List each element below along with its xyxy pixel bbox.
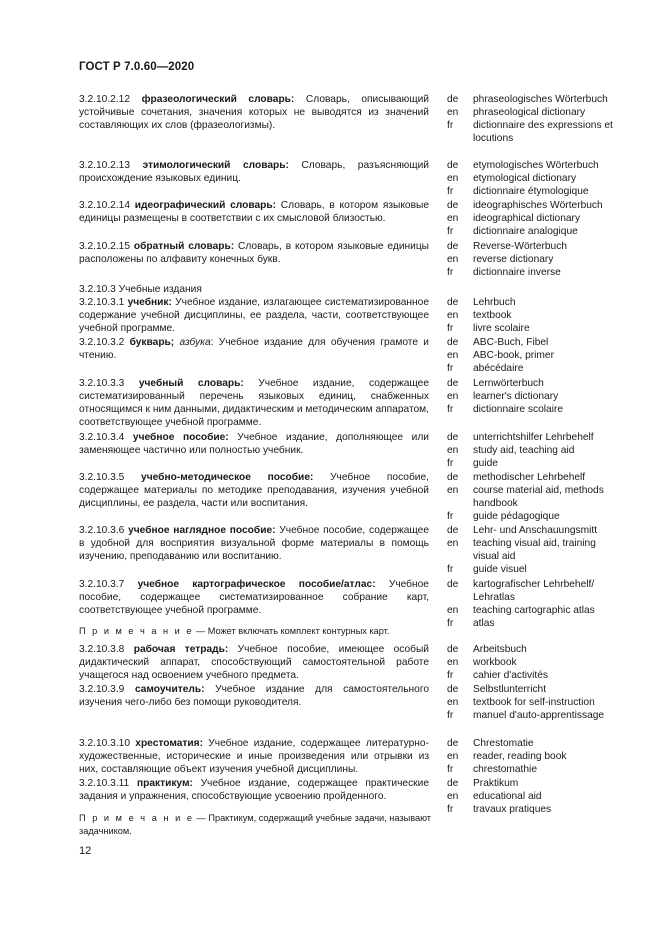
entry-3-2-10-3-9: 3.2.10.3.9 самоучитель: Учебное издание для самостоятельного изучения чего-либо без помощи руководителя. <box>79 684 429 709</box>
entry-3-2-10-3-2: 3.2.10.3.2 букварь; азбука: Учебное издание для обучения грамоте и чтению. <box>79 337 429 362</box>
equivalents-10: de kartografischer Lehrbehelf/ Lehratlas en teaching cartographic atlas fr atlas <box>447 579 595 630</box>
entry-3-2-10-2-13: 3.2.10.2.13 этимологический словарь: Словарь, разъясняющий происхождение языковых единиц. <box>79 160 429 185</box>
entry-3-2-10-3-8: 3.2.10.3.8 рабочая тетрадь: Учебное пособие, имеющее особый дидактический аппарат, способствующий самостоятельной работе учащегося над освоением учебного предмета. <box>79 644 429 682</box>
equivalents-3: de Reverse-Wörterbuch en reverse dictionary fr dictionnaire inverse <box>447 241 567 279</box>
equivalents-13: de Chrestomatie en reader, reading book fr chrestomathie <box>447 738 567 776</box>
section-heading: 3.2.10.3 Учебные издания <box>79 284 202 295</box>
entry-3-2-10-2-12: 3.2.10.2.12 фразеологический словарь: Словарь, описывающий устойчивые сочетания, значения которых не выводятся из значений составляющих их слов (фразеологизмы). <box>79 94 429 132</box>
entry-3-2-10-3-4: 3.2.10.3.4 учебное пособие: Учебное издание, дополняющее или заменяющее частично или полностью учебник. <box>79 432 429 457</box>
entry-3-2-10-2-14: 3.2.10.2.14 идеографический словарь: Словарь, в котором языковые единицы размещены в соответствии с их смысловой близостью. <box>79 200 429 225</box>
entry-3-2-10-3-6: 3.2.10.3.6 учебное наглядное пособие: Учебное пособие, содержащее в удобной для восприятия визуальной форме материалы в помощь изучению, преподаванию или воспитанию. <box>79 525 429 563</box>
entry-3-2-10-3-5: 3.2.10.3.5 учебно-методическое пособие: Учебное пособие, содержащее материалы по методике преподавания, изучения учебной дисциплины, ее раздела, части или воспитания. <box>79 472 429 510</box>
entry-3-2-10-2-15: 3.2.10.2.15 обратный словарь: Словарь, в котором языковые единицы расположены по алфавиту конечных букв. <box>79 241 429 266</box>
equivalents-5: de ABC-Buch, Fibel en ABC-book, primer fr abécédaire <box>447 337 554 375</box>
equivalents-12: de Selbstlunterricht en textbook for self-instruction fr manuel d'auto-apprentissage <box>447 684 605 722</box>
page-number: 12 <box>79 845 92 857</box>
equivalents-9: de Lehr- und Anschauungsmitt en teaching visual aid, training visual aid fr guide visuel <box>447 525 598 576</box>
equivalents-11: de Arbeitsbuch en workbook fr cahier d'activités <box>447 644 548 682</box>
entry-3-2-10-3-3: 3.2.10.3.3 учебный словарь: Учебное издание, содержащее систематизированный перечень языковых единиц, снабженных относящимся к ним данными, дидактическим и методическим аппаратом, соответствующее учебной программе. <box>79 378 429 429</box>
entry-3-2-10-3-1: 3.2.10.3.1 учебник: Учебное издание, излагающее систематизированное содержание учебной дисциплины, ее раздела, части, соответствующее учебной программе. <box>79 297 429 335</box>
equivalents-0: de phraseologisches Wörterbuch en phraseological dictionary fr dictionnaire des expressions et locutions <box>447 94 613 145</box>
note-praktikum: П р и м е ч а н и е — Практикум, содержащий учебные задачи, называют задачником. <box>79 813 431 836</box>
equivalents-1: de etymologisches Wörterbuch en etymological dictionary fr dictionnaire étymologique <box>447 160 599 198</box>
entry-3-2-10-3-10: 3.2.10.3.10 хрестоматия: Учебное издание, содержащее литературно-художественные, исторические и иные произведения или отрывки из них, составляющие объект изучения учебной дисциплины. <box>79 738 429 776</box>
equivalents-6: de Lernwörterbuch en learner's dictionary fr dictionnaire scolaire <box>447 378 564 416</box>
equivalents-8: de methodischer Lehrbehelf en course material aid, methods handbook fr guide pédagogique <box>447 472 604 523</box>
equivalents-7: de unterrichtshilfer Lehrbehelf en study aid, teaching aid fr guide <box>447 432 594 470</box>
entry-3-2-10-3-7: 3.2.10.3.7 учебное картографическое пособие/атлас: Учебное пособие, содержащее систематизированное собрание карт, соответствующее учебной программе. <box>79 579 429 617</box>
note-contour-maps: П р и м е ч а н и е — Может включать комплект контурных карт. <box>79 626 390 636</box>
entry-3-2-10-3-11: 3.2.10.3.11 практикум: Учебное издание, содержащее практические задания и упражнения, способствующие усвоению пройденного. <box>79 778 429 803</box>
document-header: ГОСТ Р 7.0.60—2020 <box>79 61 195 73</box>
equivalents-14: de Praktikum en educational aid fr travaux pratiques <box>447 778 552 816</box>
equivalents-4: de Lehrbuch en textbook fr livre scolaire <box>447 297 530 335</box>
equivalents-2: de ideographisches Wörterbuch en ideographical dictionary fr dictionnaire analogique <box>447 200 603 238</box>
